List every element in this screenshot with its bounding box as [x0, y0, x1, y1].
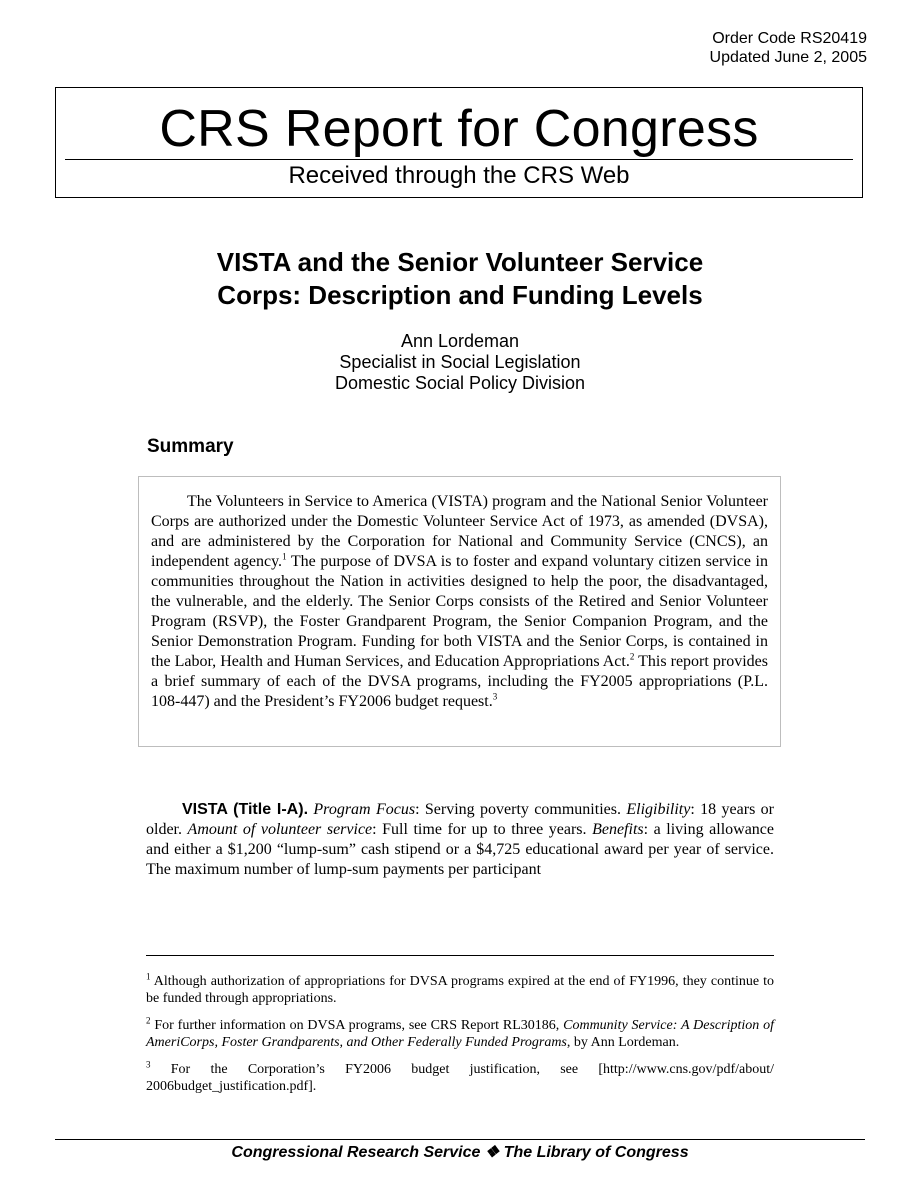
- footnote-ref-3[interactable]: 3: [492, 691, 498, 702]
- footnote-mark-2: 2: [146, 1015, 151, 1026]
- footer-left: Congressional Research Service: [231, 1144, 481, 1161]
- footnote-ref-1[interactable]: 1: [282, 551, 287, 562]
- footnote-3: [146, 1061, 774, 1095]
- footnote-1: [146, 973, 774, 1007]
- report-banner: [55, 87, 863, 198]
- footer-divider: [55, 1139, 865, 1140]
- summary-text: [151, 492, 768, 712]
- focus-label: Program Focus: [313, 801, 416, 818]
- author-division: Domestic Social Policy Division: [334, 373, 586, 393]
- footnote-1-text: Although authorization of appropriations for DVSA programs expired at the end of FY1996, they continue to be funded through appropriations.: [146, 974, 774, 1006]
- amount-label: Amount of volunteer service: [187, 821, 373, 838]
- document-title-line-1: VISTA and the Senior Volunteer Service: [216, 247, 704, 277]
- footnote-3-link-text[interactable]: For the Corporation’s FY2006 budget justification, see [http://www.cns.gov/pdf/about/ 2006budget_justification.pdf].: [146, 1062, 774, 1094]
- benefits-text: : a living allowance and either a $1,200 “lump-sum” cash stipend or a $4,725 educational award per year of service. The maximum number of lump-sum payments per participant: [146, 821, 775, 878]
- banner-divider: [65, 159, 853, 160]
- footer-right: The Library of Congress: [503, 1144, 689, 1161]
- footnote-2: [146, 1017, 774, 1051]
- eligibility-label: Eligibility: [626, 801, 691, 818]
- vista-paragraph: [146, 800, 774, 880]
- footnote-divider: [146, 955, 774, 956]
- author-name: Ann Lordeman: [400, 331, 520, 351]
- eligibility-text: : 18 years or older.: [146, 801, 775, 838]
- footnote-2-text-after: , by Ann Lordeman.: [566, 1035, 680, 1050]
- footnote-2-text-before: For further information on DVSA programs, see CRS Report RL30186,: [150, 1018, 564, 1033]
- updated-date: Updated June 2, 2005: [709, 49, 867, 66]
- footnote-ref-2[interactable]: 2: [629, 651, 635, 662]
- summary-heading: Summary: [147, 436, 234, 457]
- author-block: [0, 331, 920, 394]
- footnote-mark-3: 3: [146, 1059, 151, 1070]
- author-title: Specialist in Social Legislation: [339, 352, 581, 372]
- document-title-line-2: Corps: Description and Funding Levels: [217, 280, 703, 310]
- footnote-mark-1: 1: [146, 971, 151, 982]
- amount-text: : Full time for up to three years.: [372, 821, 593, 838]
- summary-part-3: This report provides a brief summary of each of the DVSA programs, including the FY2005 appropriations (P.L. 108-447) and the President’s FY2006 budget request.: [151, 653, 768, 710]
- diamond-icon: ❖: [484, 1144, 500, 1161]
- footnotes: [146, 973, 774, 1105]
- summary-part-1: The Volunteers in Service to America (VISTA) program and the National Senior Volunteer Corps are authorized under the Domestic Volunteer Service Act of 1973, as amended (DVSA), and are administered by the Corporation for National and Community Service (CNCS), an independent agency.: [151, 493, 768, 570]
- document-title: [0, 246, 920, 312]
- order-info: [710, 29, 867, 67]
- banner-subtitle: Received through the CRS Web: [288, 162, 630, 189]
- banner-title: CRS Report for Congress: [159, 100, 759, 158]
- benefits-label: Benefits: [592, 821, 644, 838]
- page-footer: [0, 1143, 920, 1163]
- vista-heading: VISTA (Title I-A).: [182, 801, 309, 818]
- focus-text: : Serving poverty communities.: [415, 801, 627, 818]
- summary-part-2: The purpose of DVSA is to foster and expand voluntary citizen service in communities throughout the Nation in activities designed to help the poor, the disadvantaged, the vulnerable, and the elderly. The Senior Corps consists of the Retired and Senior Volunteer Program (RSVP), the Foster Grandparent Program, the Senior Companion Program, and the Senior Demonstration Program. Funding for both VISTA and the Senior Corps, is contained in the Labor, Health and Human Services, and Education Appropriations Act.: [151, 553, 769, 670]
- footnote-2-report-title: Community Service: A Description of AmeriCorps, Foster Grandparents, and Other Federally Funded Programs: [146, 1018, 775, 1050]
- summary-box: [138, 476, 781, 747]
- order-code: Order Code RS20419: [712, 30, 867, 47]
